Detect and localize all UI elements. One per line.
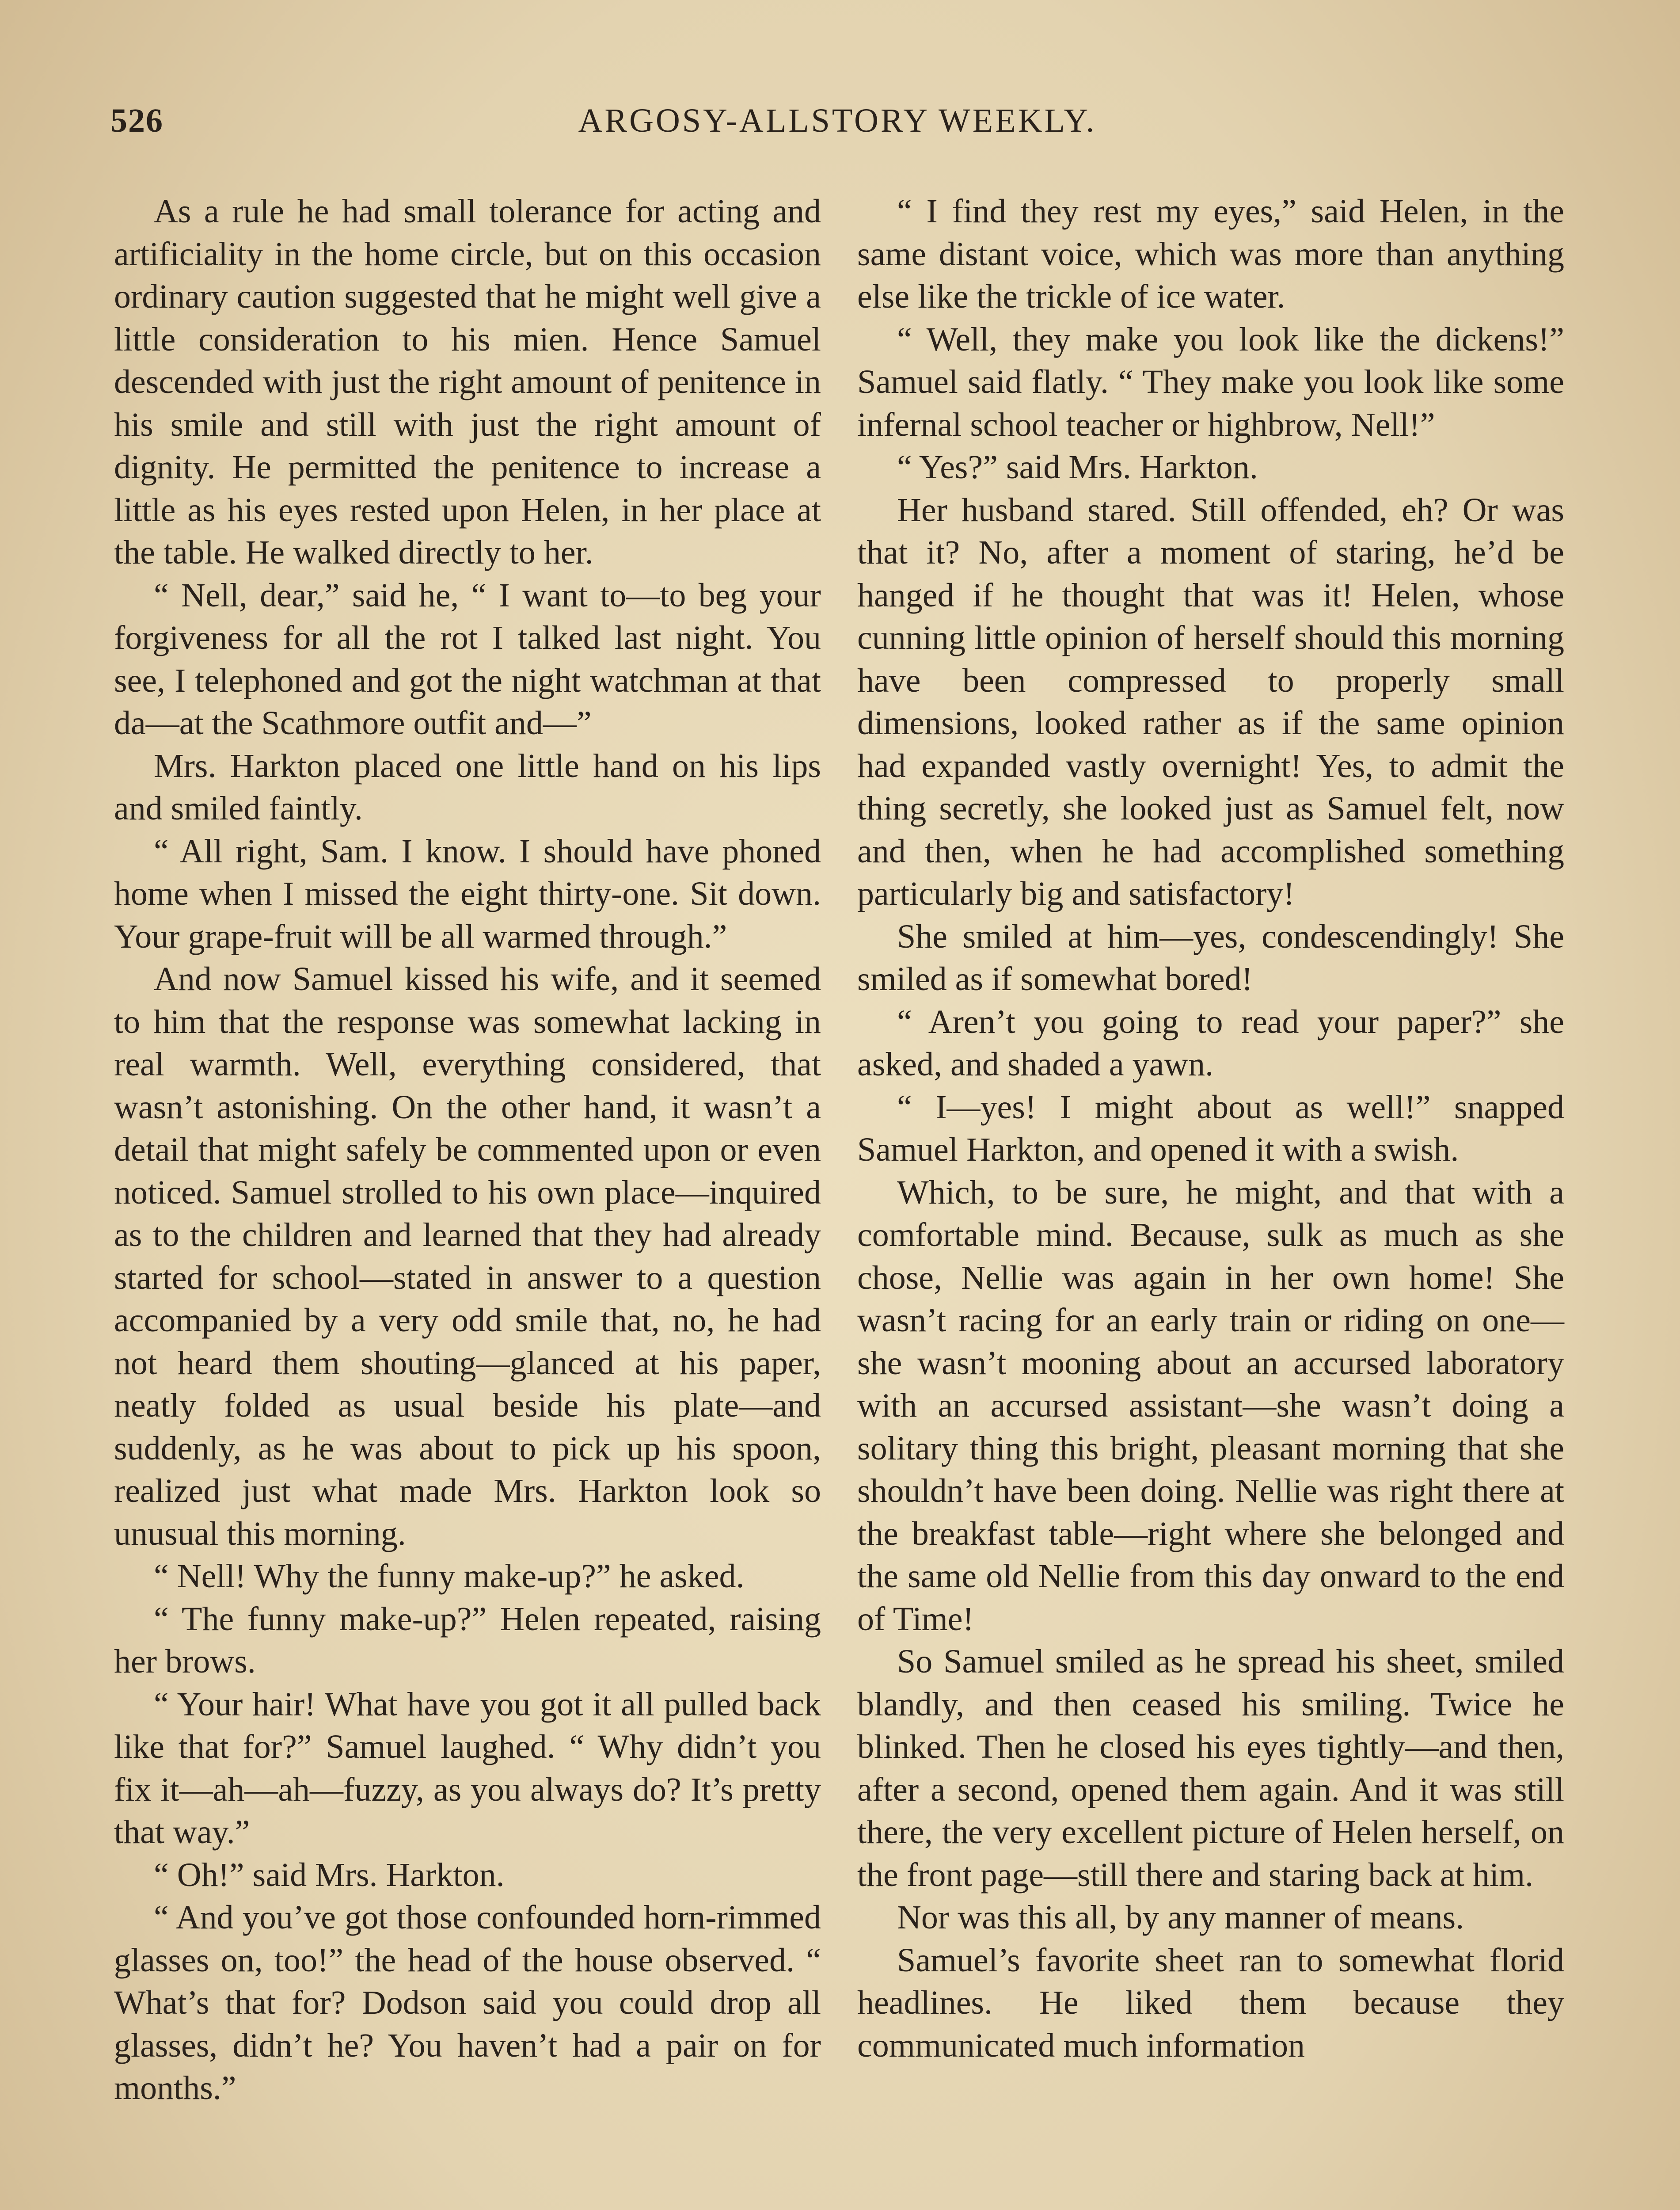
- paragraph: “ And you’ve got those confounded horn-rimmed glasses on, too!” the head of the house observed. “ What’s that for? Dodson said you could drop all glasses, didn’t he? You haven’t had a pair on for months.”: [114, 1899, 821, 2107]
- page-header: [110, 102, 1564, 155]
- paragraph: “ The funny make-up?” Helen repeated, raising her brows.: [114, 1600, 821, 1680]
- paragraph: Which, to be sure, he might, and that with a comfortable mind. Because, sulk as much as she chose, Nellie was again in her own home! She wasn’t racing for an early train or riding on one—she wasn’t mooning about an accursed laboratory with an accursed assistant—she wasn’t doing a solitary thing this bright, pleasant morning that she shouldn’t have been doing. Nellie was right there at the breakfast table—right where she belonged and the same old Nellie from this day onward to the end of Time!: [857, 1174, 1564, 1638]
- paragraph: Mrs. Harkton placed one little hand on his lips and smiled faintly.: [114, 747, 821, 827]
- paragraph: “ Aren’t you going to read your paper?” she asked, and shaded a yawn.: [857, 1003, 1564, 1083]
- page-number: 526: [110, 102, 163, 139]
- paragraph: “ Yes?” said Mrs. Harkton.: [897, 449, 1258, 486]
- paragraph: “ I—yes! I might about as well!” snapped Samuel Harkton, and opened it with a swish.: [857, 1088, 1564, 1168]
- paragraph: “ Your hair! What have you got it all pulled back like that for?” Samuel laughed. “ Why didn’t you fix it—ah—ah—fuzzy, as you always do? It’s pretty that way.”: [114, 1685, 821, 1851]
- paragraph: “ Nell! Why the funny make-up?” he asked.: [154, 1558, 745, 1595]
- paragraph: “ All right, Sam. I know. I should have phoned home when I missed the eight thirty-one. Sit down. Your grape-fruit will be all warmed through.”: [114, 832, 821, 955]
- paragraph: “ I find they rest my eyes,” said Helen, in the same distant voice, which was more than anything else like the trickle of ice water.: [857, 193, 1564, 315]
- paragraph: Samuel’s favorite sheet ran to somewhat florid headlines. He liked them because they communicated much information: [857, 1941, 1564, 2064]
- right-column: [857, 190, 1564, 2067]
- paragraph: “ Nell, dear,” said he, “ I want to—to beg your forgiveness for all the rot I talked last night. You see, I telephoned and got the night watchman at that da—at the Scathmore outfit and—”: [114, 576, 821, 742]
- paragraph: And now Samuel kissed his wife, and it seemed to him that the response was somewhat lacking in real warmth. Well, everything considered, that wasn’t astonishing. On the other hand, it wasn’t a detail that might safely be commented upon or even noticed. Samuel strolled to his own place—inquired as to the children and learned that they had already started for school—stated in answer to a question accompanied by a very odd smile that, no, he had not heard them shouting—glanced at his paper, neatly folded as usual beside his plate—and suddenly, as he was about to pick up his spoon, realized just what made Mrs. Harkton look so unusual this morning.: [114, 960, 821, 1552]
- running-head: ARGOSY-ALLSTORY WEEKLY.: [578, 102, 1097, 139]
- paragraph: Nor was this all, by any manner of means.: [897, 1899, 1464, 1936]
- paragraph: She smiled at him—yes, condescendingly! She smiled as if somewhat bored!: [857, 918, 1564, 998]
- paragraph: As a rule he had small tolerance for acting and artificiality in the home circle, but on this occasion ordinary caution suggested that he might well give a little consideration to his mien. Hence Samuel descended with just the right amount of penitence in his smile and still with just the right amount of dignity. He permitted the penitence to increase a little as his eyes rested upon Helen, in her place at the table. He walked directly to her.: [114, 193, 821, 571]
- paragraph: Her husband stared. Still offended, eh? Or was that it? No, after a moment of staring, he’d be hanged if he thought that was it! Helen, whose cunning little opinion of herself should this morning have been compressed to properly small dimensions, looked rather as if the same opinion had expanded vastly overnight! Yes, to admit the thing secretly, she looked just as Samuel felt, now and then, when he had accomplished something particularly big and satisfactory!: [857, 491, 1564, 912]
- paragraph: “ Oh!” said Mrs. Harkton.: [154, 1856, 505, 1894]
- left-column: [114, 190, 821, 2110]
- paragraph: So Samuel smiled as he spread his sheet, smiled blandly, and then ceased his smiling. Twice he blinked. Then he closed his eyes tightly—and then, after a second, opened them again. And it was still there, the very excellent picture of Helen herself, on the front page—still there and staring back at him.: [857, 1643, 1564, 1894]
- paragraph: “ Well, they make you look like the dickens!” Samuel said flatly. “ They make you look like some infernal school teacher or highbrow, Nell!”: [857, 320, 1564, 443]
